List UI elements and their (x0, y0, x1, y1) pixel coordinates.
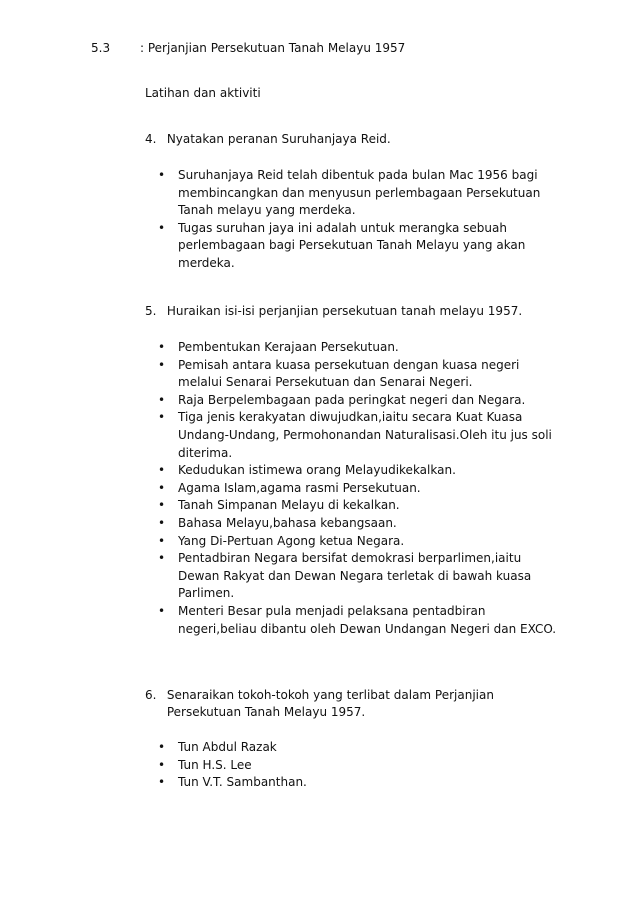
bullet-icon: • (158, 463, 166, 478)
question-number: 5. (145, 304, 157, 318)
list-item: • Tiga jenis kerakyatan diwujudkan,iaitu secara Kuat Kuasa Undang-Undang, Permohonandan Naturalisasi.Oleh itu jus soli diterima. (158, 410, 552, 460)
list-item: • Pembentukan Kerajaan Persekutuan. (156, 339, 566, 357)
list-item: • Pentadbiran Negara bersifat demokrasi berparlimen,iaitu Dewan Rakyat dan Dewan Negara terletak di bawah kuasa Parlimen. (158, 551, 532, 601)
question-number: 6. (145, 688, 157, 702)
list-item: • Agama Islam,agama rasmi Persekutuan. (156, 480, 566, 498)
list-item: • Pemisah antara kuasa persekutuan dengan kuasa negeri melalui Senarai Persekutuan dan Senarai Negeri. (158, 357, 520, 390)
bullet-icon: • (158, 168, 166, 182)
list-item: • Tugas suruhan jaya ini adalah untuk merangka sebuah perlembagaan bagi Persekutuan Tanah Melayu yang akan merdeka. (158, 220, 526, 270)
bullet-icon: • (158, 410, 166, 425)
list-item: • Tanah Simpanan Melayu di kekalkan. (156, 497, 566, 515)
bullet-icon: • (158, 498, 166, 513)
bullet-icon: • (158, 775, 166, 790)
question-5 (145, 303, 522, 320)
subheading: Latihan dan aktiviti (145, 86, 261, 100)
bullet-icon: • (158, 340, 166, 354)
list-item: • Kedudukan istimewa orang Melayudikekalkan. (156, 462, 566, 480)
bullet-icon: • (158, 533, 166, 548)
bullet-icon: • (158, 392, 166, 407)
bullet-icon: • (158, 480, 166, 495)
bullet-icon: • (158, 515, 166, 530)
list-item: • Yang Di-Pertuan Agong ketua Negara. (156, 533, 566, 551)
answer-list-6 (156, 739, 566, 792)
list-item: • Tun H.S. Lee (156, 757, 566, 775)
bullet-icon: • (158, 603, 166, 618)
section-title: : Perjanjian Persekutuan Tanah Melayu 1957 (140, 41, 406, 55)
bullet-icon: • (158, 757, 166, 772)
question-text: Huraikan isi-isi perjanjian persekutuan tanah melayu 1957. (166, 304, 523, 318)
list-item: • Suruhanjaya Reid telah dibentuk pada bulan Mac 1956 bagi membincangkan dan menyusun perlembagaan Persekutuan Tanah melayu yang merdeka. (158, 168, 541, 218)
question-text: Senaraikan tokoh-tokoh yang terlibat dalam Perjanjian Persekutuan Tanah Melayu 1957. (166, 688, 494, 719)
question-text: Nyatakan peranan Suruhanjaya Reid. (166, 132, 391, 146)
bullet-icon: • (158, 740, 166, 754)
list-item: • Raja Berpelembagaan pada peringkat negeri dan Negara. (156, 392, 566, 410)
bullet-icon: • (158, 357, 166, 372)
list-item: • Bahasa Melayu,bahasa kebangsaan. (156, 515, 566, 533)
question-4 (145, 131, 391, 148)
section-number: 5.3 (91, 41, 111, 55)
answer-list-5 (156, 339, 566, 638)
list-item: • Menteri Besar pula menjadi pelaksana pentadbiran negeri,beliau dibantu oleh Dewan Undangan Negeri dan EXCO. (158, 603, 557, 636)
list-item: • Tun Abdul Razak (156, 739, 566, 757)
answer-list-4 (156, 167, 566, 273)
question-6 (145, 687, 547, 721)
list-item: • Tun V.T. Sambanthan. (156, 774, 566, 792)
bullet-icon: • (158, 551, 166, 566)
bullet-icon: • (158, 220, 166, 235)
question-number: 4. (145, 132, 157, 146)
